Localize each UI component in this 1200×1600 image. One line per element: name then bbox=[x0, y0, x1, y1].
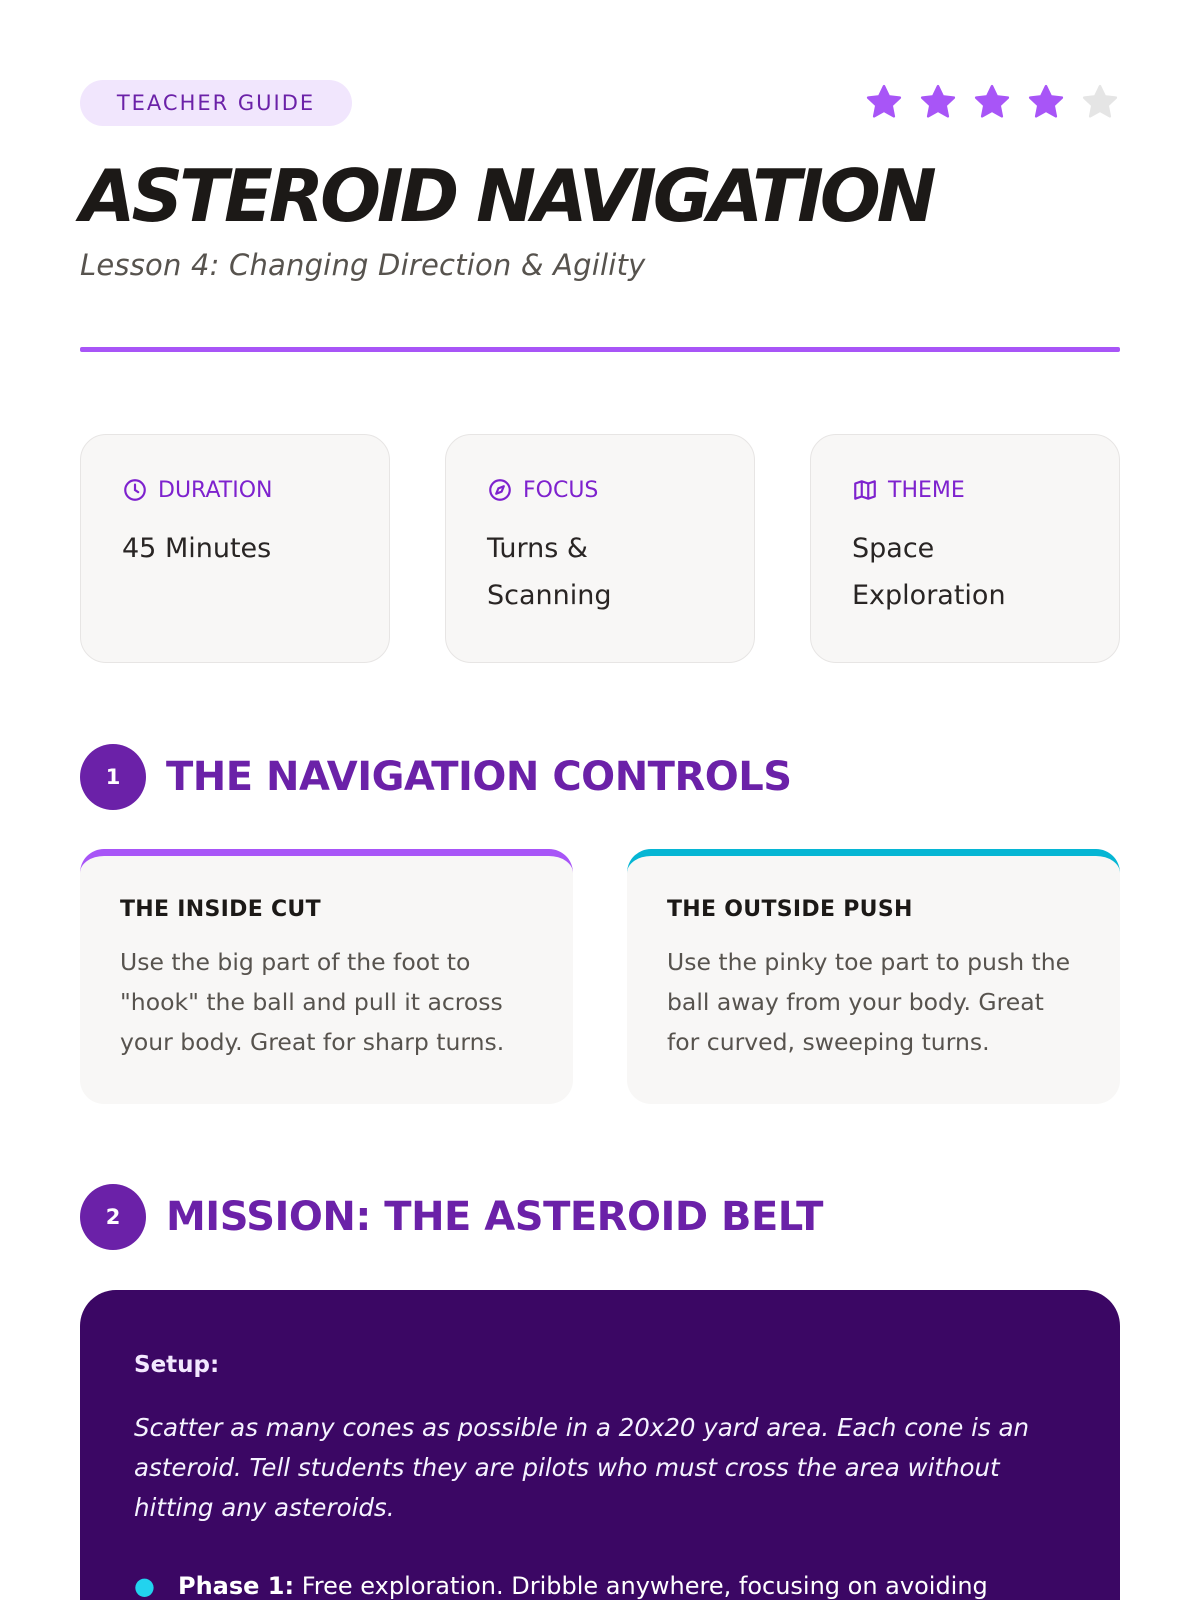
lesson-subtitle: Lesson 4: Changing Direction & Agility bbox=[80, 248, 646, 282]
star-filled-icon bbox=[918, 82, 958, 122]
page-title: ASTEROID NAVIGATION bbox=[80, 154, 933, 238]
star-empty-icon bbox=[1080, 82, 1120, 122]
info-value: Space Exploration bbox=[852, 533, 1006, 611]
bullet-icon: ● bbox=[134, 1572, 155, 1600]
info-label: DURATION bbox=[158, 477, 273, 503]
section-header-controls bbox=[80, 744, 792, 810]
info-value: 45 Minutes bbox=[122, 533, 272, 564]
control-card-inside-cut bbox=[80, 849, 573, 1104]
phase-label: Phase 1: bbox=[178, 1572, 295, 1600]
map-icon bbox=[852, 477, 878, 503]
control-card-title: THE OUTSIDE PUSH bbox=[667, 897, 913, 922]
setup-label: Setup: bbox=[134, 1352, 220, 1378]
section-number-badge: 1 bbox=[80, 744, 146, 810]
section-title: THE NAVIGATION CONTROLS bbox=[166, 754, 792, 800]
phase-text bbox=[178, 1566, 988, 1600]
star-filled-icon bbox=[972, 82, 1012, 122]
control-card-title: THE INSIDE CUT bbox=[120, 897, 321, 922]
control-cards bbox=[80, 849, 1120, 1104]
setup-text: Scatter as many cones as possible in a 20x20 yard area. Each cone is an asteroid. Tell students they are pilots who must cross the area without hitting any asteroids. bbox=[134, 1413, 1029, 1522]
clock-icon bbox=[122, 477, 148, 503]
info-cards bbox=[80, 434, 1120, 663]
info-card-duration bbox=[80, 434, 390, 663]
section-header-mission bbox=[80, 1184, 823, 1250]
rating-stars bbox=[864, 82, 1120, 122]
info-card-theme bbox=[810, 434, 1120, 663]
header-divider bbox=[80, 347, 1120, 352]
info-label: THEME bbox=[888, 477, 965, 503]
star-filled-icon bbox=[864, 82, 904, 122]
control-card-text: Use the pinky toe part to push the ball away from your body. Great for curved, sweeping turns. bbox=[667, 948, 1071, 1056]
section-number-badge: 2 bbox=[80, 1184, 146, 1250]
control-card-text: Use the big part of the foot to "hook" the ball and pull it across your body. Great for sharp turns. bbox=[120, 948, 505, 1056]
info-label: FOCUS bbox=[523, 477, 599, 503]
section-title: MISSION: THE ASTEROID BELT bbox=[166, 1194, 823, 1240]
mission-panel bbox=[80, 1290, 1120, 1600]
control-card-outside-push bbox=[627, 849, 1120, 1104]
phase-description: Free exploration. Dribble anywhere, focusing on avoiding bbox=[301, 1572, 988, 1600]
teacher-guide-tag: TEACHER GUIDE bbox=[80, 80, 352, 126]
lesson-page bbox=[80, 0, 1120, 1600]
info-card-focus bbox=[445, 434, 755, 663]
info-value: Turns & Scanning bbox=[487, 533, 612, 611]
phase-item bbox=[134, 1566, 1066, 1600]
star-filled-icon bbox=[1026, 82, 1066, 122]
compass-icon bbox=[487, 477, 513, 503]
